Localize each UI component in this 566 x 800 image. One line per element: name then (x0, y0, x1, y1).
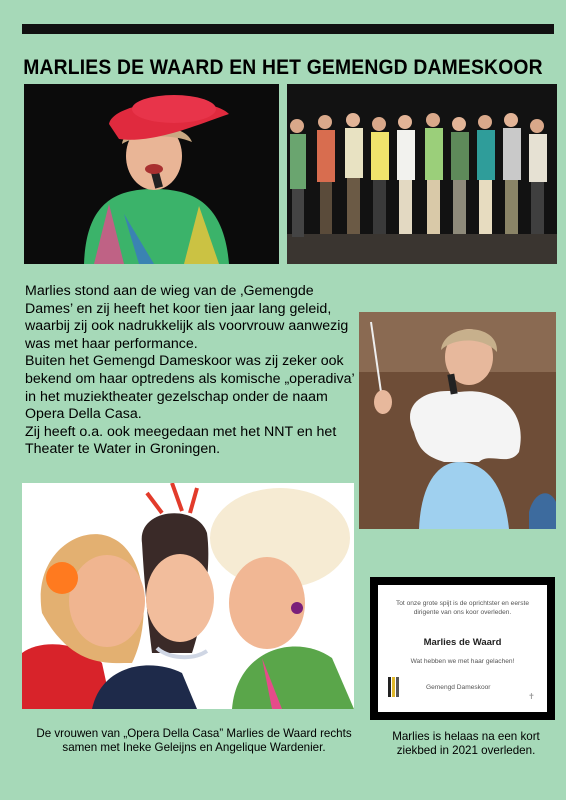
body-paragraph: Marlies stond aan de wieg van de ‚Gemengde Dames’ en zij heeft het koor tien jaar lang geleid, waarbij zij ook nadrukkelijk als voorvrouw aanwezig was met haar performance. (25, 283, 349, 352)
photo-choir-on-stage (287, 84, 557, 264)
memorial-card-choir: Gemengd Dameskoor (426, 684, 491, 691)
cross-icon: ✝ (528, 692, 535, 701)
page-title: MARLIES DE WAARD EN HET GEMENGD DAMESKOOR (23, 56, 543, 79)
memorial-card-quote: Wat hebben we met haar gelachen! (410, 658, 515, 665)
body-paragraph: Buiten het Gemengd Dameskoor was zij zeker ook bekend om haar optredens als komische „operadiva’ in het muziektheater gezelschap onder de naam Opera Della Casa. (25, 353, 355, 423)
body-paragraph: Zij heeft o.a. ook meegedaan met het NNT en het Theater te Water in Groningen. (25, 423, 337, 458)
memorial-card-intro: Tot onze grote spijt is de oprichtster en eerste dirigente van ons koor overleden. (395, 600, 530, 616)
photo-opera-della-casa (22, 483, 354, 709)
body-text (25, 283, 360, 459)
top-bar (22, 24, 554, 34)
photo-marlies-conducting (359, 312, 556, 529)
photo-marlies-red-hat (24, 84, 279, 264)
caption-passing: Marlies is helaas na een kort ziekbed in 2021 overleden. (392, 730, 540, 757)
caption-opera-della-casa: De vrouwen van „Opera Della Casa” Marlies de Waard rechts samen met Ineke Geleijns en Angelique Wardenier. (36, 727, 352, 754)
memorial-card-name: Marlies de Waard (423, 637, 502, 648)
memorial-card (378, 585, 547, 712)
choir-logo-icon (388, 677, 402, 697)
